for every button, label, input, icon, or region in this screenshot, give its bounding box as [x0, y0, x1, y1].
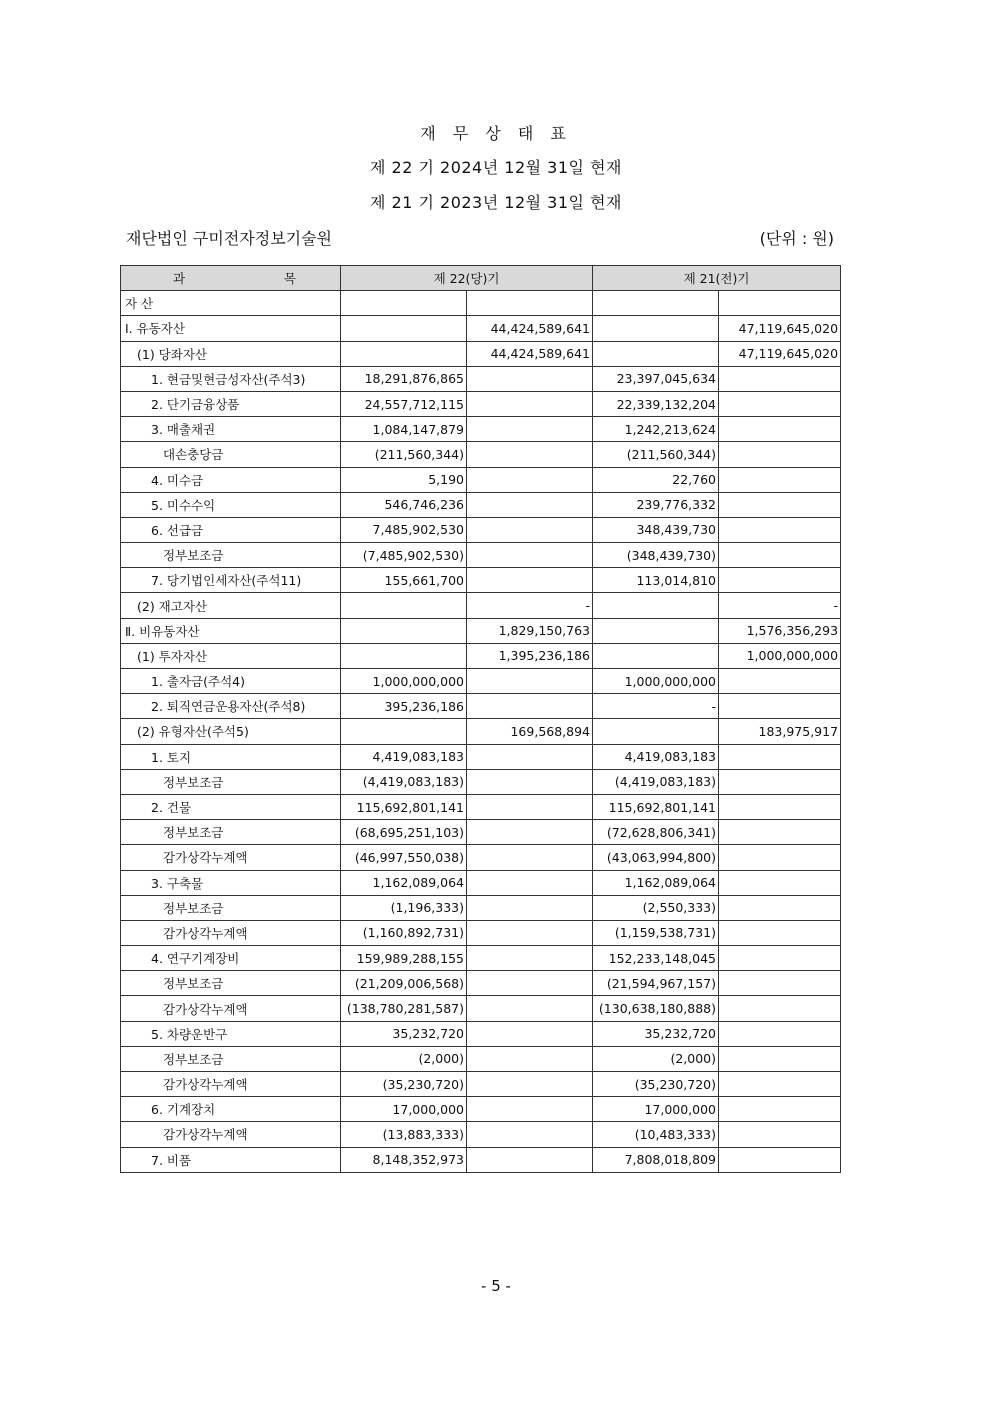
prior-total-amount — [719, 1147, 841, 1172]
prior-detail-amount: 115,692,801,141 — [593, 794, 719, 819]
row-label: Ⅰ. 유동자산 — [121, 316, 341, 341]
prior-detail-amount: (43,063,994,800) — [593, 845, 719, 870]
current-total-amount — [467, 366, 593, 391]
table-row — [121, 1097, 841, 1122]
prior-detail-amount: (211,560,344) — [593, 442, 719, 467]
prior-detail-amount: (21,594,967,157) — [593, 971, 719, 996]
current-total-amount: 169,568,894 — [467, 719, 593, 744]
prior-total-amount: 1,576,356,293 — [719, 618, 841, 643]
current-detail-amount — [341, 316, 467, 341]
prior-total-amount — [719, 492, 841, 517]
current-detail-amount: 1,162,089,064 — [341, 870, 467, 895]
prior-detail-amount: (2,550,333) — [593, 895, 719, 920]
current-detail-amount — [341, 618, 467, 643]
row-label: 정부보조금 — [121, 543, 341, 568]
prior-total-amount — [719, 391, 841, 416]
prior-detail-amount: 22,339,132,204 — [593, 391, 719, 416]
current-detail-amount: (1,196,333) — [341, 895, 467, 920]
row-label: 7. 당기법인세자산(주석11) — [121, 568, 341, 593]
table-row — [121, 593, 841, 618]
table-row — [121, 391, 841, 416]
table-row — [121, 1021, 841, 1046]
row-label: 정부보조금 — [121, 820, 341, 845]
prior-detail-amount: (348,439,730) — [593, 543, 719, 568]
current-detail-amount: (13,883,333) — [341, 1122, 467, 1147]
prior-total-amount — [719, 845, 841, 870]
table-row — [121, 694, 841, 719]
current-total-amount — [467, 417, 593, 442]
prior-total-amount — [719, 442, 841, 467]
row-label: 1. 현금및현금성자산(주석3) — [121, 366, 341, 391]
prior-detail-amount: 113,014,810 — [593, 568, 719, 593]
prior-detail-amount: 1,162,089,064 — [593, 870, 719, 895]
prior-total-amount — [719, 568, 841, 593]
row-label: 감가상각누계액 — [121, 1122, 341, 1147]
current-total-amount — [467, 946, 593, 971]
table-row — [121, 769, 841, 794]
prior-total-amount — [719, 417, 841, 442]
document-title: 재 무 상 태 표 — [420, 124, 572, 143]
current-total-amount — [467, 794, 593, 819]
current-total-amount — [467, 291, 593, 316]
current-detail-amount — [341, 291, 467, 316]
current-total-amount — [467, 1072, 593, 1097]
prior-detail-amount: - — [593, 694, 719, 719]
current-detail-amount: 24,557,712,115 — [341, 391, 467, 416]
prior-total-amount — [719, 971, 841, 996]
row-label: 4. 미수금 — [121, 467, 341, 492]
prior-total-amount — [719, 543, 841, 568]
prior-total-amount: 47,119,645,020 — [719, 316, 841, 341]
prior-total-amount: - — [719, 593, 841, 618]
current-total-amount — [467, 694, 593, 719]
row-label: 6. 선급금 — [121, 517, 341, 542]
table-row — [121, 920, 841, 945]
current-total-amount: - — [467, 593, 593, 618]
current-detail-amount: 159,989,288,155 — [341, 946, 467, 971]
prior-total-amount — [719, 895, 841, 920]
table-row — [121, 996, 841, 1021]
prior-total-amount — [719, 291, 841, 316]
prior-detail-amount: (1,159,538,731) — [593, 920, 719, 945]
prior-detail-amount — [593, 593, 719, 618]
prior-total-amount — [719, 467, 841, 492]
prior-detail-amount: (2,000) — [593, 1046, 719, 1071]
prior-total-amount — [719, 366, 841, 391]
table-row — [121, 669, 841, 694]
current-detail-amount: 155,661,700 — [341, 568, 467, 593]
row-label: 3. 매출채권 — [121, 417, 341, 442]
current-total-amount — [467, 669, 593, 694]
table-row — [121, 946, 841, 971]
current-total-amount — [467, 870, 593, 895]
current-detail-amount: (211,560,344) — [341, 442, 467, 467]
row-label: 감가상각누계액 — [121, 1072, 341, 1097]
row-label: 대손충당금 — [121, 442, 341, 467]
current-detail-amount: 1,084,147,879 — [341, 417, 467, 442]
row-label: 감가상각누계액 — [121, 996, 341, 1021]
table-row — [121, 895, 841, 920]
prior-detail-amount: 239,776,332 — [593, 492, 719, 517]
row-label: (2) 유형자산(주석5) — [121, 719, 341, 744]
current-detail-amount — [341, 719, 467, 744]
current-detail-amount: 395,236,186 — [341, 694, 467, 719]
current-detail-amount: (4,419,083,183) — [341, 769, 467, 794]
prior-total-amount — [719, 517, 841, 542]
prior-detail-amount: 1,000,000,000 — [593, 669, 719, 694]
prior-total-amount — [719, 1122, 841, 1147]
prior-total-amount: 47,119,645,020 — [719, 341, 841, 366]
table-row — [121, 1046, 841, 1071]
current-total-amount: 1,829,150,763 — [467, 618, 593, 643]
row-label: 5. 미수수익 — [121, 492, 341, 517]
prior-detail-amount: (4,419,083,183) — [593, 769, 719, 794]
row-label: 5. 차량운반구 — [121, 1021, 341, 1046]
current-detail-amount: 115,692,801,141 — [341, 794, 467, 819]
prior-detail-amount: (35,230,720) — [593, 1072, 719, 1097]
table-row — [121, 543, 841, 568]
current-detail-amount: 5,190 — [341, 467, 467, 492]
current-detail-amount: 17,000,000 — [341, 1097, 467, 1122]
current-detail-amount: 8,148,352,973 — [341, 1147, 467, 1172]
table-row — [121, 316, 841, 341]
period-current: 제 22 기 2024년 12월 31일 현재 — [369, 158, 622, 177]
row-label: 정부보조금 — [121, 971, 341, 996]
prior-detail-amount: 23,397,045,634 — [593, 366, 719, 391]
prior-detail-amount: 35,232,720 — [593, 1021, 719, 1046]
prior-total-amount — [719, 669, 841, 694]
prior-detail-amount: 17,000,000 — [593, 1097, 719, 1122]
prior-total-amount — [719, 1097, 841, 1122]
current-total-amount — [467, 971, 593, 996]
current-detail-amount: 1,000,000,000 — [341, 669, 467, 694]
period-prior: 제 21 기 2023년 12월 31일 현재 — [369, 193, 622, 212]
current-detail-amount — [341, 341, 467, 366]
row-label: 감가상각누계액 — [121, 920, 341, 945]
table-row — [121, 719, 841, 744]
table-header-row — [121, 266, 841, 291]
current-detail-amount: (1,160,892,731) — [341, 920, 467, 945]
row-label: (2) 재고자산 — [121, 593, 341, 618]
prior-detail-amount — [593, 618, 719, 643]
table-row — [121, 467, 841, 492]
prior-total-amount — [719, 820, 841, 845]
table-row — [121, 971, 841, 996]
current-total-amount: 44,424,589,641 — [467, 316, 593, 341]
header-current-period: 제 22(당)기 — [341, 266, 593, 291]
current-total-amount — [467, 1021, 593, 1046]
table-row — [121, 366, 841, 391]
current-detail-amount: (35,230,720) — [341, 1072, 467, 1097]
prior-total-amount — [719, 946, 841, 971]
current-detail-amount: (138,780,281,587) — [341, 996, 467, 1021]
current-detail-amount: (2,000) — [341, 1046, 467, 1071]
prior-detail-amount: (130,638,180,888) — [593, 996, 719, 1021]
table-row — [121, 1147, 841, 1172]
current-detail-amount: (46,997,550,038) — [341, 845, 467, 870]
balance-sheet-table — [120, 265, 841, 1173]
prior-detail-amount — [593, 341, 719, 366]
current-total-amount — [467, 543, 593, 568]
prior-detail-amount: 152,233,148,045 — [593, 946, 719, 971]
row-label: 정부보조금 — [121, 895, 341, 920]
current-detail-amount: 7,485,902,530 — [341, 517, 467, 542]
page-number: - 5 - — [481, 1277, 511, 1295]
table-row — [121, 291, 841, 316]
prior-total-amount — [719, 1046, 841, 1071]
current-detail-amount: 18,291,876,865 — [341, 366, 467, 391]
row-label: 1. 토지 — [121, 744, 341, 769]
row-label: 1. 출자금(주석4) — [121, 669, 341, 694]
table-row — [121, 492, 841, 517]
table-row — [121, 845, 841, 870]
prior-detail-amount: 1,242,213,624 — [593, 417, 719, 442]
current-total-amount: 44,424,589,641 — [467, 341, 593, 366]
prior-total-amount — [719, 920, 841, 945]
current-total-amount — [467, 1097, 593, 1122]
current-total-amount — [467, 568, 593, 593]
table-row — [121, 1122, 841, 1147]
prior-detail-amount — [593, 643, 719, 668]
table-row — [121, 568, 841, 593]
row-label: Ⅱ. 비유동자산 — [121, 618, 341, 643]
current-total-amount — [467, 391, 593, 416]
table-row — [121, 1072, 841, 1097]
current-total-amount — [467, 1147, 593, 1172]
current-total-amount — [467, 492, 593, 517]
current-detail-amount — [341, 643, 467, 668]
table-row — [121, 794, 841, 819]
current-total-amount — [467, 1046, 593, 1071]
prior-detail-amount: (72,628,806,341) — [593, 820, 719, 845]
current-total-amount — [467, 845, 593, 870]
current-total-amount — [467, 442, 593, 467]
organization-name: 재단법인 구미전자정보기술원 — [126, 229, 333, 248]
current-total-amount — [467, 996, 593, 1021]
prior-total-amount — [719, 794, 841, 819]
current-total-amount — [467, 820, 593, 845]
row-label: 자 산 — [121, 291, 341, 316]
current-detail-amount: 546,746,236 — [341, 492, 467, 517]
prior-detail-amount — [593, 291, 719, 316]
prior-total-amount — [719, 870, 841, 895]
current-detail-amount: 35,232,720 — [341, 1021, 467, 1046]
row-label: 3. 구축물 — [121, 870, 341, 895]
prior-detail-amount: 4,419,083,183 — [593, 744, 719, 769]
prior-total-amount: 1,000,000,000 — [719, 643, 841, 668]
current-detail-amount — [341, 593, 467, 618]
table-row — [121, 442, 841, 467]
header-prior-period: 제 21(전)기 — [593, 266, 841, 291]
table-row — [121, 643, 841, 668]
prior-total-amount — [719, 996, 841, 1021]
prior-detail-amount: 7,808,018,809 — [593, 1147, 719, 1172]
current-total-amount — [467, 467, 593, 492]
row-label: 감가상각누계액 — [121, 845, 341, 870]
current-total-amount — [467, 895, 593, 920]
row-label: 정부보조금 — [121, 769, 341, 794]
current-detail-amount: (7,485,902,530) — [341, 543, 467, 568]
row-label: 2. 단기금융상품 — [121, 391, 341, 416]
current-total-amount — [467, 744, 593, 769]
header-subject-left: 과 — [173, 271, 186, 287]
table-row — [121, 870, 841, 895]
prior-total-amount — [719, 769, 841, 794]
table-row — [121, 341, 841, 366]
prior-detail-amount: 348,439,730 — [593, 517, 719, 542]
prior-total-amount — [719, 1021, 841, 1046]
row-label: 4. 연구기계장비 — [121, 946, 341, 971]
prior-total-amount: 183,975,917 — [719, 719, 841, 744]
row-label: 정부보조금 — [121, 1046, 341, 1071]
table-row — [121, 517, 841, 542]
prior-total-amount — [719, 694, 841, 719]
row-label: (1) 당좌자산 — [121, 341, 341, 366]
current-total-amount — [467, 1122, 593, 1147]
table-row — [121, 744, 841, 769]
row-label: 2. 퇴직연금운용자산(주석8) — [121, 694, 341, 719]
current-detail-amount: (21,209,006,568) — [341, 971, 467, 996]
current-total-amount — [467, 920, 593, 945]
prior-detail-amount: (10,483,333) — [593, 1122, 719, 1147]
row-label: 6. 기계장치 — [121, 1097, 341, 1122]
current-total-amount — [467, 517, 593, 542]
table-row — [121, 618, 841, 643]
current-detail-amount: 4,419,083,183 — [341, 744, 467, 769]
prior-detail-amount — [593, 719, 719, 744]
current-total-amount — [467, 769, 593, 794]
prior-total-amount — [719, 1072, 841, 1097]
prior-detail-amount: 22,760 — [593, 467, 719, 492]
header-subject-right: 목 — [283, 271, 296, 287]
unit-label: (단위 : 원) — [759, 229, 834, 248]
current-detail-amount: (68,695,251,103) — [341, 820, 467, 845]
current-total-amount: 1,395,236,186 — [467, 643, 593, 668]
row-label: 2. 건물 — [121, 794, 341, 819]
row-label: 7. 비품 — [121, 1147, 341, 1172]
table-row — [121, 417, 841, 442]
row-label: (1) 투자자산 — [121, 643, 341, 668]
prior-total-amount — [719, 744, 841, 769]
table-row — [121, 820, 841, 845]
prior-detail-amount — [593, 316, 719, 341]
header-subject — [121, 266, 341, 291]
